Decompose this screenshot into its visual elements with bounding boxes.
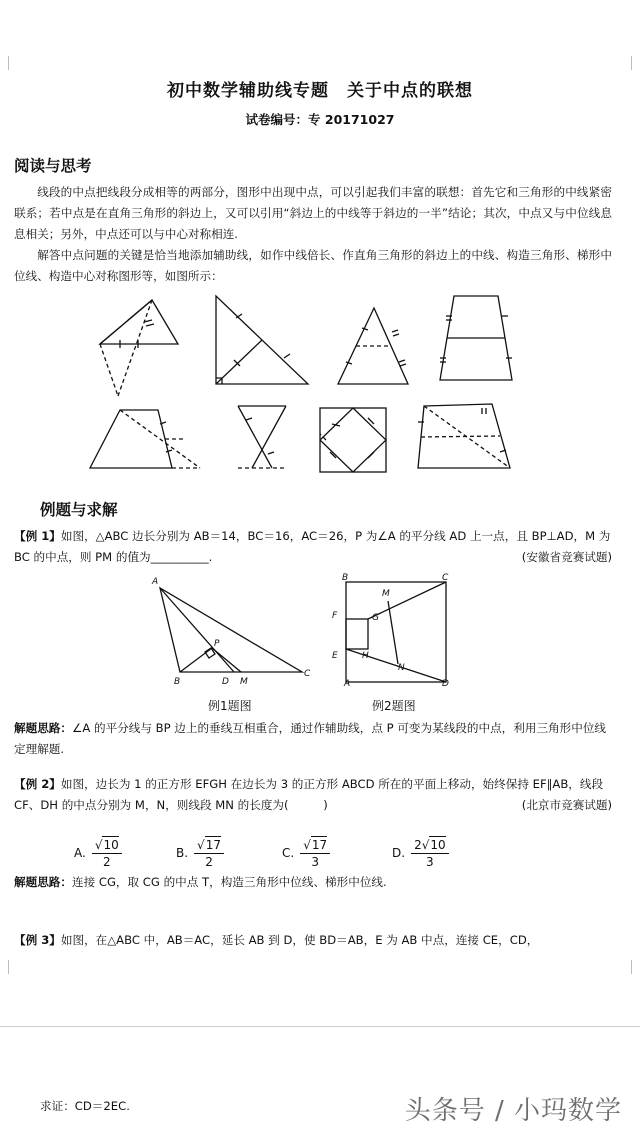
example-2-label-h: H xyxy=(362,651,369,661)
section-heading-examples: 例题与求解 xyxy=(40,501,118,519)
example-2-hint-text: 连接 CG，取 CG 的中点 T，构造三角形中位线、梯形中位线. xyxy=(71,875,387,889)
example-2-label-b: B xyxy=(342,573,349,583)
paper-number: 试卷编号：专 20171027 xyxy=(245,112,395,127)
figure-hourglass xyxy=(232,404,292,472)
figure-square-center-symmetric xyxy=(316,404,392,476)
watermark: 头条号 / 小玛数学 xyxy=(404,1096,622,1126)
figure-trapezoid-extension xyxy=(86,406,206,472)
section-heading-reading: 阅读与思考 xyxy=(14,157,92,175)
example-1-hint-text: ∠A 的平分线与 BP 边上的垂线互相重合，通过作辅助线，点 P 可变为某线段的中点，利用三角形中位线定理解题. xyxy=(14,721,607,756)
example-2-label-m: M xyxy=(382,589,390,599)
example-1-label-a: A xyxy=(152,577,159,587)
option-a[interactable]: A. $\frac{√10}{2}$ xyxy=(74,836,122,870)
option-b[interactable]: B. $\frac{√17}{2}$ xyxy=(176,836,224,870)
crop-mark-top-left xyxy=(8,56,19,70)
example-1-label-c: C xyxy=(304,669,311,679)
page-divider xyxy=(0,1026,640,1027)
example-1-label-d: D xyxy=(222,677,229,687)
example-2-label-d: D xyxy=(442,679,449,689)
example-1-label-b: B xyxy=(174,677,181,687)
figure-trapezoid-midline xyxy=(436,294,518,384)
example-2-figure xyxy=(326,574,456,690)
figure-median-extension xyxy=(92,296,192,404)
example-3-text: 如图，在△ABC 中，AB＝AC，延长 AB 到 D，使 BD＝AB，E 为 AB 中点，连接 CE，CD， xyxy=(60,933,539,947)
example-2-label-e: E xyxy=(332,651,338,661)
example-1-label-p: P xyxy=(214,639,220,649)
example-2-text: 如图，边长为 1 的正方形 EFGH 在边长为 3 的正方形 ABCD 所在的平面上移动，始终保持 EF∥AB，线段 CF、DH 的中点分别为 M，N，则线段 MN 的长度为( ) xyxy=(14,777,604,812)
figure-right-triangle-median xyxy=(210,294,314,388)
example-2-label-c: C xyxy=(442,573,449,583)
example-1-hint-label: 解题思路： xyxy=(14,721,72,735)
crop-mark-top-right xyxy=(621,56,632,70)
example-1-text: 如图，△ABC 边长分别为 AB＝14，BC＝16，AC＝26，P 为∠A 的平分线 AD 上一点，且 BP⊥AD，M 为 BC 的中点，则 PM 的值为__________. xyxy=(14,529,611,564)
crop-mark-bottom-left xyxy=(8,960,19,974)
example-3-statement xyxy=(14,930,612,951)
example-2-tag: 【例 2】 xyxy=(14,777,61,791)
example-2-statement xyxy=(14,774,612,816)
example-1-hint xyxy=(14,718,612,760)
example-2-label-a: A xyxy=(344,679,351,689)
example-1-figure-caption: 例1题图 xyxy=(208,699,252,713)
example-2-figure-caption: 例2题图 xyxy=(372,699,416,713)
example-2-source: (北京市竞赛试题) xyxy=(521,798,612,812)
example-1-figure xyxy=(150,576,320,686)
option-c[interactable]: C. $\frac{√17}{3}$ xyxy=(282,836,330,870)
example-1-statement xyxy=(14,526,612,568)
example-2-label-g: G xyxy=(372,613,379,623)
option-d[interactable]: D. $\frac{2√10}{3}$ xyxy=(392,836,449,870)
crop-mark-bottom-right xyxy=(621,960,632,974)
prove-statement: 求证：CD＝2EC. xyxy=(40,1099,130,1113)
example-3-tag: 【例 3】 xyxy=(14,933,61,947)
example-2-hint-label: 解题思路： xyxy=(14,875,72,889)
reading-paragraphs xyxy=(14,182,612,287)
example-1-label-m: M xyxy=(240,677,248,687)
example-1-tag: 【例 1】 xyxy=(14,529,61,543)
reading-paragraph-2: 解答中点问题的关键是恰当地添加辅助线，如作中线倍长、作直角三角形的斜边上的中线、构造三角形、梯形中位线、构造中心对称图形等，如图所示： xyxy=(14,248,612,283)
reading-paragraph-1: 线段的中点把线段分成相等的两部分，图形中出现中点，可以引起我们丰富的联想：首先它和三角形的中线紧密联系；若中点是在直角三角形的斜边上，又可以引用“斜边上的中线等于斜边的一半”结论；其次，中点又与中位线息息相关；另外，中点还可以与中心对称相连. xyxy=(14,185,612,241)
figure-triangle-midline xyxy=(332,306,412,386)
example-2-label-n: N xyxy=(398,663,405,673)
example-1-source: (安徽省竞赛试题) xyxy=(521,550,612,564)
example-2-hint xyxy=(14,872,612,893)
page-title: 初中数学辅助线专题 关于中点的联想 xyxy=(167,81,473,101)
example-2-label-f: F xyxy=(332,611,338,621)
figure-trapezoid-diagonal xyxy=(414,402,516,472)
